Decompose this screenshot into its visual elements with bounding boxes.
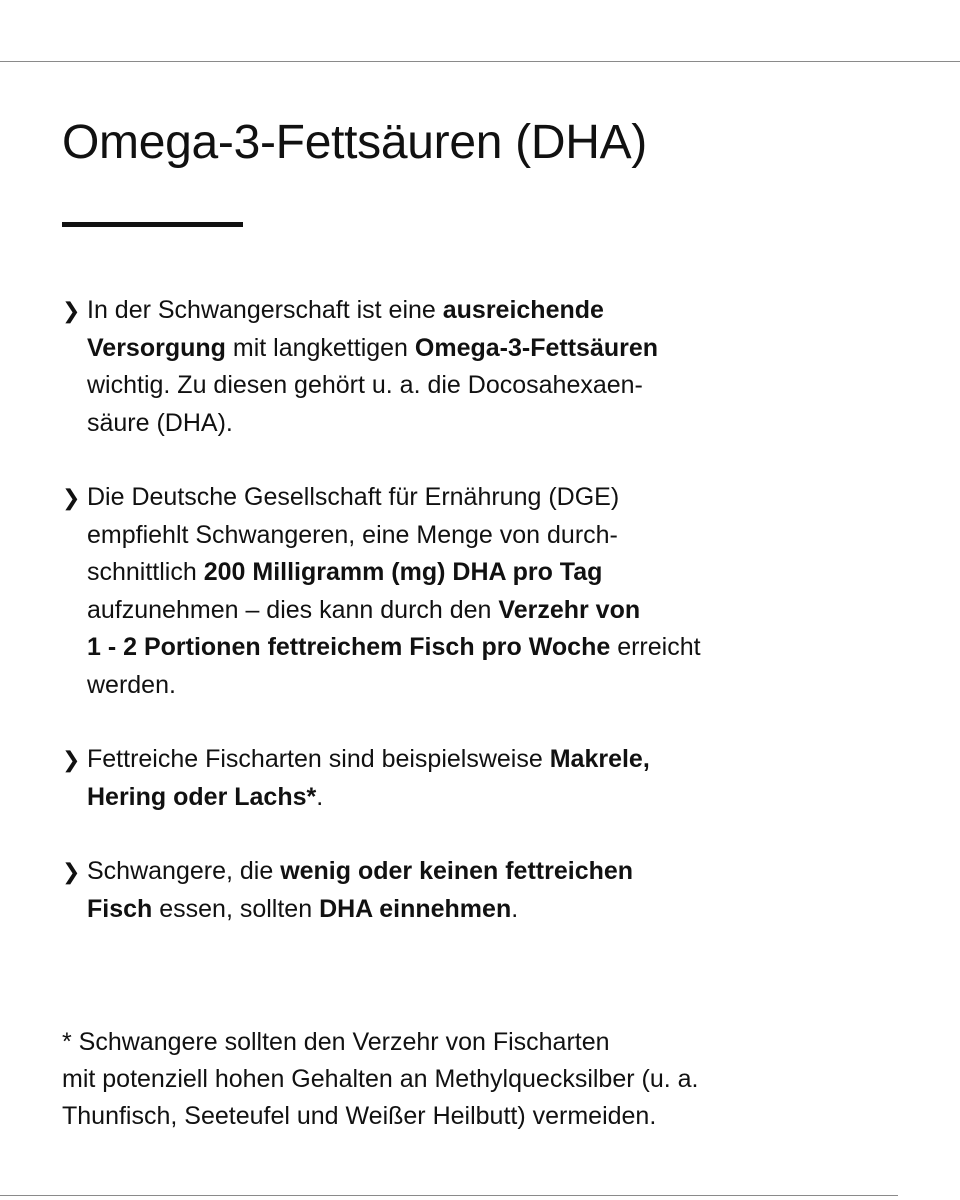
bottom-divider: [0, 1195, 898, 1196]
bullet-line: In der Schwangerschaft ist eine ausreichende: [87, 296, 604, 324]
footnote-line: Thunfisch, Seeteufel und Weißer Heilbutt) vermeiden.: [62, 1102, 657, 1130]
bullet-line: aufzunehmen – dies kann durch den Verzehr von: [87, 595, 641, 624]
bullet-line: Fisch essen, sollten DHA einnehmen.: [87, 894, 519, 923]
bullet-line: Schwangere, die wenig oder keinen fettreichen: [87, 857, 634, 885]
bullet-line: 1 - 2 Portionen fettreichem Fisch pro Woche erreicht: [87, 633, 701, 661]
bullet-item: [62, 479, 842, 704]
footnote-line: mit potenziell hohen Gehalten an Methylquecksilber (u. a.: [62, 1065, 699, 1093]
footnote: [62, 1024, 862, 1135]
bullet-line: empfiehlt Schwangeren, eine Menge von durch-: [87, 520, 618, 549]
chevron-right-icon: ❯: [62, 298, 81, 323]
top-divider: [0, 61, 960, 62]
bullet-item: [62, 292, 842, 442]
bullet-line: Versorgung mit langkettigen Omega-3-Fettsäuren: [87, 333, 659, 362]
bullet-list: [62, 292, 842, 965]
bullet-line: Die Deutsche Gesellschaft für Ernährung (DGE): [87, 483, 620, 511]
chevron-right-icon: ❯: [62, 747, 81, 772]
page-title: Omega-3-Fettsäuren (DHA): [62, 116, 647, 169]
footnote-line: * Schwangere sollten den Verzehr von Fischarten: [62, 1028, 610, 1056]
bullet-line: Fettreiche Fischarten sind beispielsweise Makrele,: [87, 745, 650, 773]
bullet-line: säure (DHA).: [87, 408, 233, 437]
bullet-line: schnittlich 200 Milligramm (mg) DHA pro Tag: [87, 558, 603, 586]
bullet-line: werden.: [87, 670, 176, 699]
title-underline: [62, 222, 243, 227]
bullet-item: [62, 741, 842, 816]
chevron-right-icon: ❯: [62, 859, 81, 884]
bullet-line: wichtig. Zu diesen gehört u. a. die Docosahexaen-: [87, 371, 643, 399]
bullet-item: [62, 853, 842, 928]
bullet-line: Hering oder Lachs*.: [87, 782, 324, 811]
chevron-right-icon: ❯: [62, 485, 81, 510]
